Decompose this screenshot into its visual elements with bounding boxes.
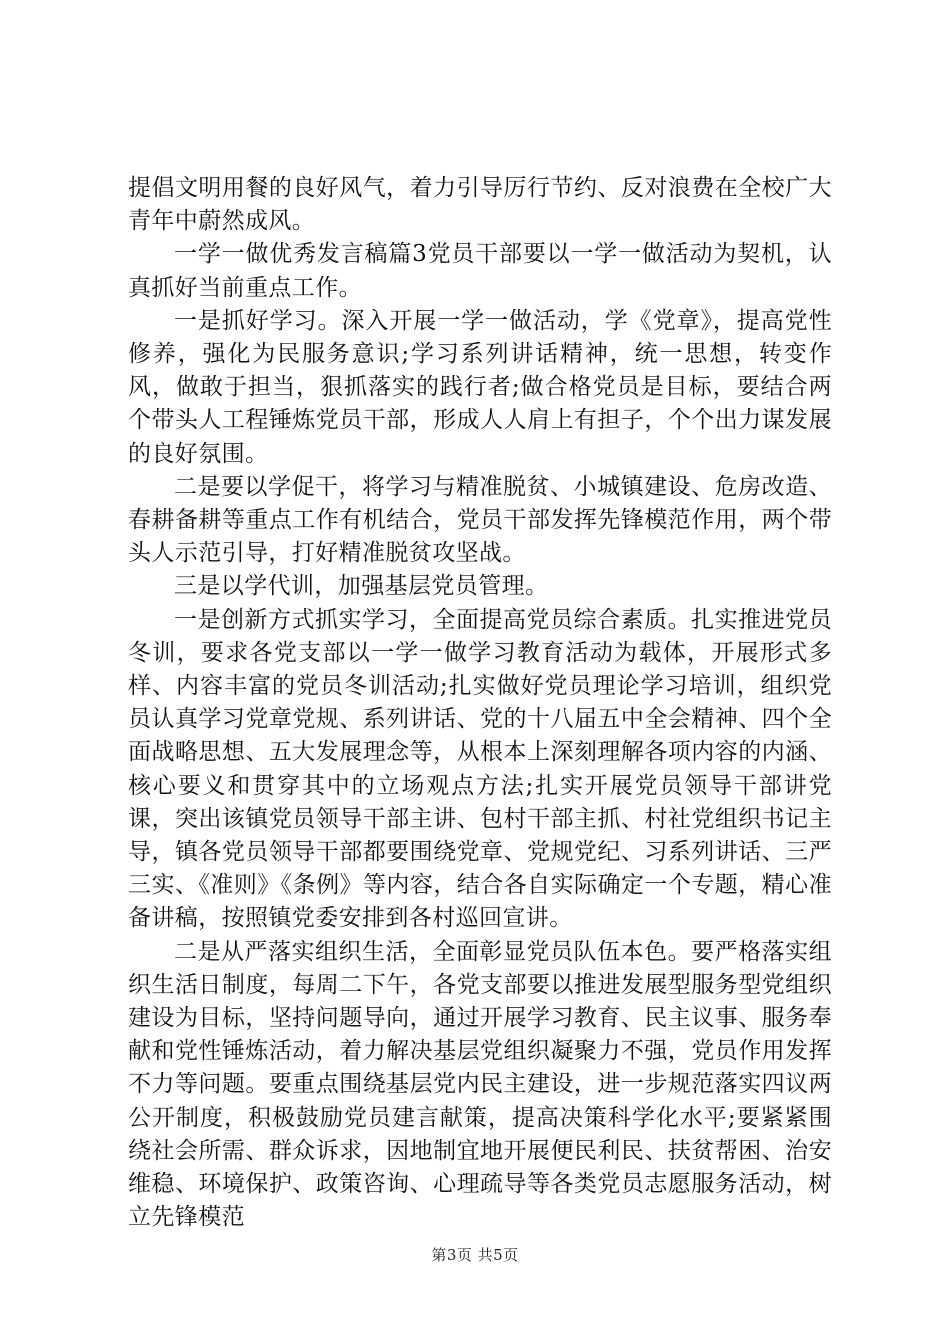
paragraph: 二是从严落实组织生活，全面彰显党员队伍本色。要严格落实组织生活日制度，每周二下午，各党支部要以推进发展型服务型党组织建设为目标，坚持问题导向，通过开展学习教育、民主议事、服务奉献和党性锤炼活动，着力解决基层党组织凝聚力不强，党员作用发挥不力等问题。要重点围绕基层党内民主建设，进一步规范落实四议两公开制度，积极鼓励党员建言献策，提高决策科学化水平;要紧紧围绕社会所需、群众诉求，因地制宜地开展便民利民、扶贫帮困、治安维稳、环境保护、政策咨询、心理疏导等各类党员志愿服务活动，树立先锋模范 — [128, 938, 832, 1231]
page-footer: 第3页 共5页 — [431, 1246, 519, 1264]
document-body — [128, 172, 832, 1235]
paragraph: 一是抓好学习。深入开展一学一做活动，学《党章》，提高党性修养，强化为民服务意识;学习系列讲话精神，统一思想，转变作风，做敢于担当，狠抓落实的践行者;做合格党员是目标，要结合两个带头人工程锤炼党员干部，形成人人肩上有担子，个个出力谋发展的良好氛围。 — [128, 307, 832, 467]
paragraph: 二是要以学促干，将学习与精准脱贫、小城镇建设、危房改造、春耕备耕等重点工作有机结合，党员干部发挥先锋模范作用，两个带头人示范引导，打好精准脱贫攻坚战。 — [128, 473, 832, 567]
paragraph: 一是创新方式抓实学习，全面提高党员综合素质。扎实推进党员冬训，要求各党支部以一学一做学习教育活动为载体，开展形式多样、内容丰富的党员冬训活动;扎实做好党员理论学习培训，组织党员认真学习党章党规、系列讲话、党的十八届五中全会精神、四个全面战略思想、五大发展理念等，从根本上深刻理解各项内容的内涵、核心要义和贯穿其中的立场观点方法;扎实开展党员领导干部讲党课，突出该镇党员领导干部主讲、包村干部主抓、村社党组织书记主导，镇各党员领导干部都要围绕党章、党规党纪、习系列讲话、三严三实、《准则》《条例》等内容，结合各自实际确定一个专题，精心准备讲稿，按照镇党委安排到各村巡回宣讲。 — [128, 606, 832, 932]
paragraph: 三是以学代训，加强基层党员管理。 — [174, 573, 549, 600]
paragraph: 一学一做优秀发言稿篇3党员干部要以一学一做活动为契机，认真抓好当前重点工作。 — [128, 241, 832, 301]
paragraph: 提倡文明用餐的良好风气，着力引导厉行节约、反对浪费在全校广大青年中蔚然成风。 — [128, 175, 832, 235]
